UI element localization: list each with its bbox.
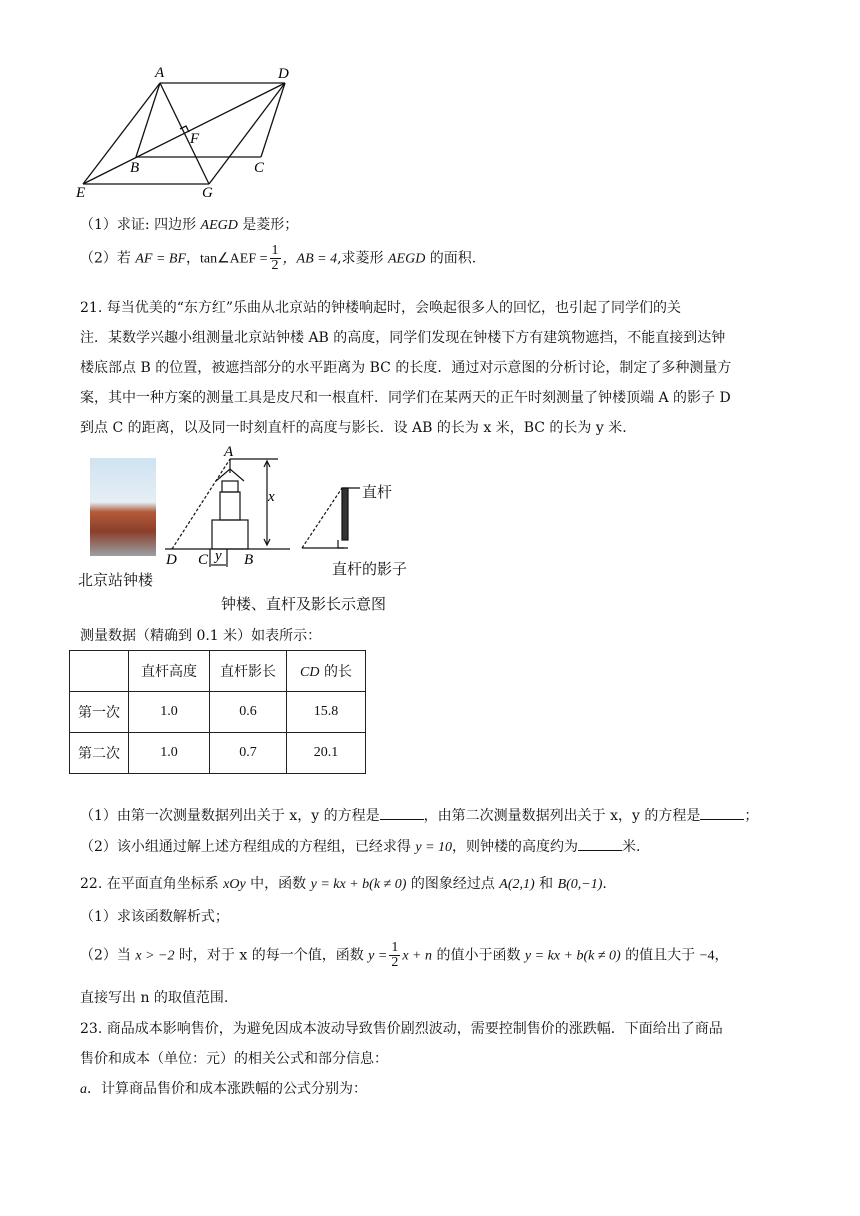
measurement-table	[69, 650, 366, 774]
q22-part1: （1）求该函数解析式；	[80, 909, 229, 925]
answer-blank-1[interactable]	[380, 819, 424, 820]
q21-sub2-text-c: 米.	[622, 839, 641, 855]
photo-caption: 北京站钟楼	[78, 571, 154, 589]
q20-p2-cond1: AF = BF	[135, 251, 187, 267]
figure-caption: 钟楼、直杆及影长示意图	[221, 595, 387, 613]
table-row	[70, 692, 366, 733]
q20-part2	[80, 244, 476, 273]
q22-text-c: 的图象经过点	[406, 876, 500, 892]
q21-sub1-text-c: ；	[744, 808, 759, 824]
table-row	[70, 733, 366, 774]
q21-sub1-text-b: ，由第二次测量数据列出关于 x，y 的方程是	[423, 808, 701, 824]
q20-p2-mid: ,求菱形	[337, 250, 388, 267]
q22-text-d: 和	[534, 876, 558, 892]
q21-line-1: 21. 每当优美的“东方红”乐曲从北京站的钟楼响起时，会唤起很多人的回忆，也引起了同学们的关	[80, 300, 682, 316]
q21-sub2	[80, 836, 640, 856]
q21-sub1-text-a: （1）由第一次测量数据列出关于 x，y 的方程是	[80, 808, 380, 824]
row-label: 第二次	[70, 733, 129, 774]
label-G: G	[202, 185, 213, 201]
header-cell-cd-length: CD 的长	[287, 651, 366, 692]
q22-fraction	[389, 941, 400, 970]
q20-frac-num: 1	[271, 243, 279, 258]
q22-point-A: A(2,1)	[499, 877, 535, 892]
q22-text-b: 中，函数	[245, 876, 311, 892]
q21-line-5: 到点 C 的距离，以及同一时刻直杆的高度与影长．设 AB 的长为 x 米，BC 的长为 y 米.	[80, 420, 627, 436]
cell-pole-shadow: 0.6	[210, 692, 287, 733]
diagram-label-A: A	[224, 445, 234, 460]
q21-sub2-text-b: ，则钟楼的高度约为	[452, 839, 579, 855]
cell-cd-length: 15.8	[287, 692, 366, 733]
header-cell-empty	[70, 651, 129, 692]
q22-p2-func1-pre: y =	[368, 948, 388, 964]
q20-part1	[80, 214, 298, 234]
q23-line-1: 23. 商品成本影响售价，为避免因成本波动导致售价剧烈波动，需要控制售价的涨跌幅．下面给出了商品	[80, 1021, 723, 1037]
q22-frac-num: 1	[391, 940, 399, 955]
q22-p2-func2: y = kx + b(k ≠ 0)	[524, 948, 621, 964]
q22-part2	[80, 941, 729, 970]
q20-p1-suffix: 是菱形；	[237, 217, 299, 233]
q22-frac-den: 2	[391, 955, 399, 970]
q23-line-3-text: ．计算商品售价和成本涨跌幅的公式分别为：	[87, 1081, 367, 1097]
q22-text-a: 22. 在平面直角坐标系	[80, 876, 224, 892]
q20-p2-cond3: ，AB = 4	[282, 251, 338, 267]
q20-p1-shape: AEGD	[200, 218, 238, 233]
tower-diagram	[160, 445, 300, 575]
q22-text-e: .	[602, 876, 607, 892]
clock-tower-photo	[90, 458, 156, 556]
q22-point-B: B(0,−1)	[557, 877, 603, 892]
pole-label: 直杆	[362, 483, 393, 501]
q21-line-4: 案，其中一种方案的测量工具是皮尺和一根直杆．同学们在某两天的正午时刻测量了钟楼顶端 A 的影子 D	[80, 390, 731, 406]
q22-p2-condition: x > −2	[135, 948, 175, 964]
table-header-row	[70, 651, 366, 692]
q23-item-label: a	[80, 1082, 87, 1097]
q22-p2-value: −4	[699, 948, 715, 964]
label-F: F	[190, 131, 200, 147]
cell-pole-shadow: 0.7	[210, 733, 287, 774]
q22-p2-func1-post: x + n	[402, 948, 433, 964]
q22-p2-text-c: 的值小于函数	[432, 947, 525, 964]
label-C: C	[254, 160, 265, 176]
q22-p2-text-d: 的值且大于	[620, 947, 700, 964]
diagram-label-y: y	[215, 548, 222, 564]
q22-line-1	[80, 873, 607, 893]
q20-p2-prefix: （2）若	[80, 250, 136, 267]
diagram-label-D: D	[166, 552, 177, 568]
q21-line-2: 注．某数学兴趣小组测量北京站钟楼 AB 的高度，同学们发现在钟楼下方有建筑物遮挡，不能直接到达钟	[80, 330, 726, 346]
label-E: E	[76, 185, 86, 201]
diagram-label-C: C	[198, 552, 209, 568]
label-D: D	[278, 66, 289, 82]
cell-pole-height: 1.0	[129, 692, 210, 733]
cell-pole-height: 1.0	[129, 733, 210, 774]
q23-line-3	[80, 1078, 367, 1098]
q22-function: y = kx + b(k ≠ 0)	[310, 877, 407, 892]
q22-part2-line2: 直接写出 n 的取值范围.	[80, 990, 229, 1006]
q20-p2-suffix: 的面积.	[425, 250, 477, 267]
q20-p1-text: （1）求证: 四边形	[80, 217, 201, 233]
q22-p2-text-a: （2）当	[80, 947, 136, 964]
figure-parallelogram	[70, 60, 310, 206]
table-intro: 测量数据（精确到 0.1 米）如表所示：	[80, 628, 322, 644]
q21-sub2-eq: y = 10	[415, 840, 453, 855]
q22-p2-text-e: ，	[714, 947, 729, 964]
pole-shadow-label: 直杆的影子	[332, 560, 408, 578]
header-cell-pole-height: 直杆高度	[129, 651, 210, 692]
answer-blank-3[interactable]	[578, 850, 622, 851]
q21-sub1	[80, 805, 758, 825]
pole-diagram	[300, 480, 370, 555]
diagram-label-B: B	[244, 552, 254, 568]
header-cell-pole-shadow: 直杆影长	[210, 651, 287, 692]
q20-p2-tan: tan∠AEF =	[200, 251, 268, 267]
label-B: B	[130, 160, 140, 176]
q20-fraction	[270, 244, 281, 273]
q21-sub2-text-a: （2）该小组通过解上述方程组成的方程组，已经求得	[80, 839, 416, 855]
q20-p2-shape: AEGD	[387, 251, 426, 267]
q21-line-3: 楼底部点 B 的位置，被遮挡部分的水平距离为 BC 的长度．通过对示意图的分析讨论，制定了多种测量方	[80, 360, 732, 376]
q22-p2-text-b: 时，对于 x 的每一个值，函数	[174, 947, 369, 964]
q20-frac-den: 2	[271, 258, 279, 273]
answer-blank-2[interactable]	[700, 819, 744, 820]
q22-coord-system: xOy	[223, 877, 246, 892]
row-label: 第一次	[70, 692, 129, 733]
q20-p2-sep: ，	[186, 250, 201, 267]
diagram-label-x: x	[268, 489, 275, 505]
q23-line-2: 售价和成本（单位：元）的相关公式和部分信息：	[80, 1051, 388, 1067]
cell-cd-length: 20.1	[287, 733, 366, 774]
label-A: A	[155, 65, 165, 81]
